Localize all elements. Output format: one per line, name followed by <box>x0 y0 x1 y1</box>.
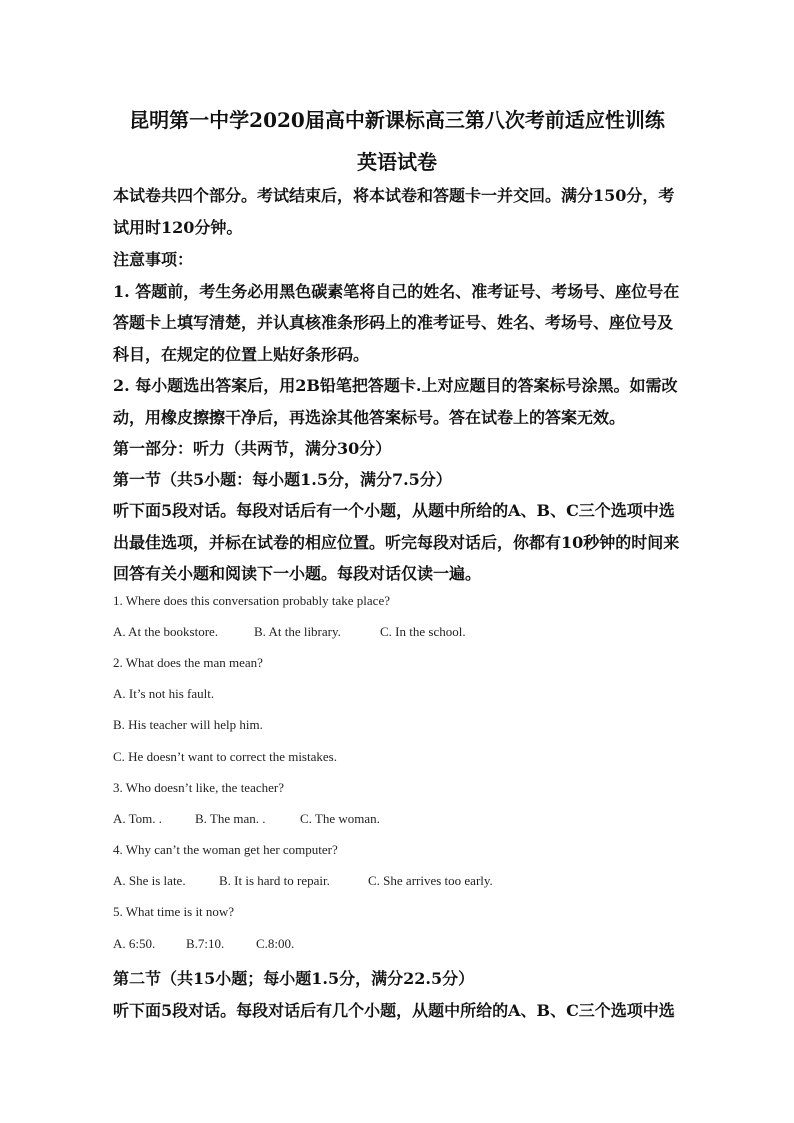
question-stem: 1. Where does this conversation probably take place? <box>113 593 390 608</box>
exam-subtitle: 英语试卷 <box>357 150 437 174</box>
question-stem: 5. What time is it now? <box>113 904 235 919</box>
option-a: A. 6:50. <box>113 936 156 951</box>
notes-item-line: 2. 每小题选出答案后，用2B铅笔把答题卡.上对应题目的答案标号涂黑。如需改 <box>113 376 678 395</box>
intro-line: 本试卷共四个部分。考试结束后，将本试卷和答题卡一并交回。满分150分，考 <box>113 186 675 205</box>
option-c: C. She arrives too early. <box>368 873 493 888</box>
option-b: B. At the library. <box>254 624 341 639</box>
option-a: A. It’s not his fault. <box>113 686 215 701</box>
exam-title: 昆明第一中学2020届高中新课标高三第八次考前适应性训练 <box>129 108 665 132</box>
part-heading: 第一部分：听力（共两节，满分30分） <box>113 439 392 458</box>
section-heading: 第二节（共15小题；每小题1.5分，满分22.5分） <box>113 969 475 988</box>
notes-item-line: 1. 答题前，考生务必用黑色碳素笔将自己的姓名、准考证号、考场号、座位号在 <box>113 282 680 301</box>
option-a: A. Tom. . <box>113 811 163 826</box>
option-b: B.7:10. <box>186 936 225 951</box>
section-heading: 第一节（共5小题：每小题1.5分，满分7.5分） <box>113 470 452 489</box>
notes-heading: 注意事项： <box>113 250 194 269</box>
section-instruction: 听下面5段对话。每段对话后有几个小题，从题中所给的A、B、C三个选项中选 <box>113 1001 675 1020</box>
option-a: A. She is late. <box>113 873 186 888</box>
option-c: C. In the school. <box>380 624 466 639</box>
section-instruction: 回答有关小题和阅读下一小题。每段对话仅读一遍。 <box>113 564 482 583</box>
question-stem: 2. What does the man mean? <box>113 655 263 670</box>
question-stem: 4. Why can’t the woman get her computer? <box>113 842 338 857</box>
section-instruction: 出最佳选项，并标在试卷的相应位置。听完每段对话后，你都有10秒钟的时间来 <box>113 533 680 552</box>
option-c: C. The woman. <box>300 811 380 826</box>
option-c: C. He doesn’t want to correct the mistakes. <box>113 749 337 764</box>
option-c: C.8:00. <box>256 936 295 951</box>
option-b: B. His teacher will help him. <box>113 717 263 732</box>
notes-item-line: 答题卡上填写清楚，并认真核准条形码上的准考证号、姓名、考场号、座位号及 <box>113 313 674 332</box>
intro-line: 试用时120分钟。 <box>113 218 243 237</box>
notes-item-line: 动，用橡皮擦擦干净后，再选涂其他答案标号。答在试卷上的答案无效。 <box>113 408 626 427</box>
section-instruction: 听下面5段对话。每段对话后有一个小题，从题中所给的A、B、C三个选项中选 <box>113 501 675 520</box>
question-stem: 3. Who doesn’t like, the teacher? <box>113 780 284 795</box>
option-b: B. The man. . <box>195 811 266 826</box>
notes-item-line: 科目，在规定的位置上贴好条形码。 <box>113 345 370 364</box>
option-a: A. At the bookstore. <box>113 624 219 639</box>
option-b: B. It is hard to repair. <box>219 873 330 888</box>
